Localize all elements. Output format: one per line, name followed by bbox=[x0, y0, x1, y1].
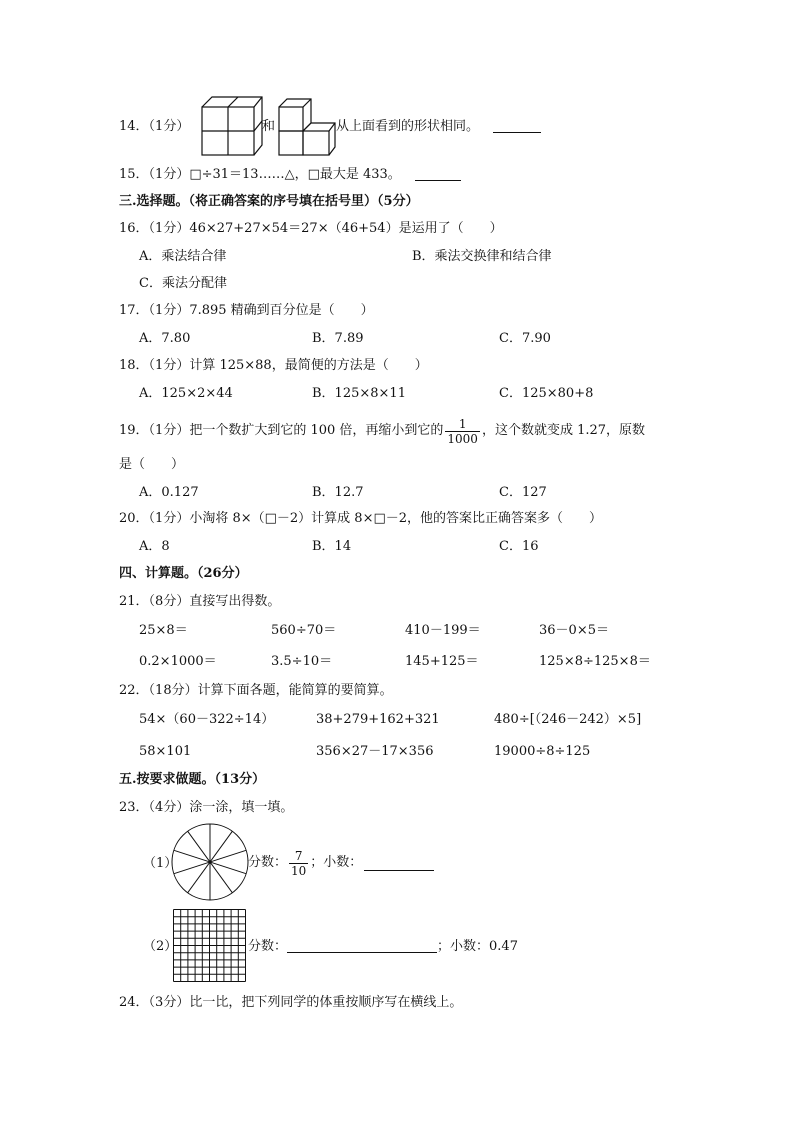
q14-prefix: 14．（1分） bbox=[119, 119, 190, 134]
cube-figure-a bbox=[200, 95, 264, 159]
q15-answer-blank[interactable] bbox=[415, 166, 461, 181]
q19-fraction: $\frac{1}{1000}$ bbox=[447, 416, 478, 446]
q23-part2-fraction-blank[interactable] bbox=[287, 938, 437, 953]
q21-item: 25×8＝ bbox=[139, 623, 188, 638]
q21-item: 0.2×1000＝ bbox=[139, 654, 217, 669]
question-24: 24．（3分）比一比，把下列同学的体重按顺序写在横线上。 bbox=[119, 995, 463, 1010]
q16-option-a[interactable]: A．乘法结合律 bbox=[139, 249, 227, 264]
q19-option-c[interactable]: C．127 bbox=[499, 485, 547, 500]
q22-item: 58×101 bbox=[139, 744, 192, 759]
q22-item: 19000÷8÷125 bbox=[494, 744, 591, 759]
q21-item: 3.5÷10＝ bbox=[271, 654, 333, 669]
q22-item: 38+279+162+321 bbox=[316, 712, 440, 727]
q16-option-c[interactable]: C．乘法分配律 bbox=[139, 276, 227, 291]
q20-option-b[interactable]: B．14 bbox=[312, 539, 352, 554]
q22-item: 480÷[（246－242）×5] bbox=[494, 712, 642, 727]
q23-part1-label: （1） bbox=[143, 856, 178, 871]
q19-option-b[interactable]: B．12.7 bbox=[312, 485, 364, 500]
question-16: 16．（1分）46×27+27×54＝27×（46+54）是运用了（ ） bbox=[119, 221, 503, 236]
q19-stem-continued: 是（ ） bbox=[119, 457, 185, 472]
q14-answer-blank[interactable] bbox=[493, 118, 541, 133]
q14-suffix: 从上面看到的形状相同。 bbox=[336, 118, 541, 136]
q14-mid-text: 和 bbox=[262, 119, 276, 134]
q23-fraction: $\frac{7}{10}$ bbox=[291, 848, 307, 878]
q21-item: 125×8÷125×8＝ bbox=[539, 654, 651, 669]
question-17: 17．（1分）7.895 精确到百分位是（ ） bbox=[119, 303, 374, 318]
q20-option-c[interactable]: C．16 bbox=[499, 539, 539, 554]
q18-option-a[interactable]: A．125×2×44 bbox=[139, 386, 233, 401]
q18-option-b[interactable]: B．125×8×11 bbox=[312, 386, 406, 401]
cube-figure-b bbox=[277, 97, 337, 159]
question-23: 23．（4分）涂一涂，填一填。 bbox=[119, 800, 294, 815]
question-20: 20．（1分）小淘将 8×（□－2）计算成 8×□－2，他的答案比正确答案多（ ） bbox=[119, 511, 603, 526]
section-3-title: 三.选择题。（将正确答案的序号填在括号里）（5分） bbox=[119, 194, 419, 209]
q19-option-a[interactable]: A．0.127 bbox=[139, 485, 199, 500]
q21-item: 145+125＝ bbox=[405, 654, 479, 669]
q23-part2-label: （2） bbox=[143, 939, 178, 954]
q22-item: 54×（60－322÷14） bbox=[139, 712, 275, 727]
q21-item: 410－199＝ bbox=[405, 623, 481, 638]
q21-item: 36－0×5＝ bbox=[539, 623, 609, 638]
question-14 bbox=[119, 118, 189, 136]
question-19: 19．（1分）把一个数扩大到它的 100 倍，再缩小到它的 $\frac{1}{1000}$ ，这个数就变成 1.27，原数 bbox=[119, 416, 646, 446]
q23-part1-decimal-blank[interactable] bbox=[364, 856, 434, 871]
q17-option-b[interactable]: B．7.89 bbox=[312, 331, 364, 346]
q17-option-c[interactable]: C．7.90 bbox=[499, 331, 551, 346]
q23-part2-text: 分数： ；小数：0.47 bbox=[248, 939, 518, 954]
question-21: 21．（8分）直接写出得数。 bbox=[119, 594, 281, 609]
q17-option-a[interactable]: A．7.80 bbox=[139, 331, 191, 346]
question-18: 18．（1分）计算 125×88，最简便的方法是（ ） bbox=[119, 358, 428, 373]
section-5-title: 五.按要求做题。（13分） bbox=[119, 772, 266, 787]
q23-part1-text: 分数： $\frac{7}{10}$ ；小数： bbox=[248, 845, 434, 881]
hundred-grid[interactable] bbox=[173, 909, 246, 982]
pie-circle-10-parts[interactable] bbox=[170, 822, 250, 902]
section-4-title: 四、计算题。（26分） bbox=[119, 566, 248, 581]
q21-item: 560÷70＝ bbox=[271, 623, 337, 638]
question-22: 22．（18分）计算下面各题，能简算的要简算。 bbox=[119, 683, 393, 698]
q16-option-b[interactable]: B．乘法交换律和结合律 bbox=[412, 249, 552, 264]
q22-item: 356×27－17×356 bbox=[316, 744, 434, 759]
q18-option-c[interactable]: C．125×80+8 bbox=[499, 386, 594, 401]
question-15: 15．（1分）□÷31＝13……△，□最大是 433。 bbox=[119, 166, 461, 184]
q20-option-a[interactable]: A．8 bbox=[139, 539, 170, 554]
